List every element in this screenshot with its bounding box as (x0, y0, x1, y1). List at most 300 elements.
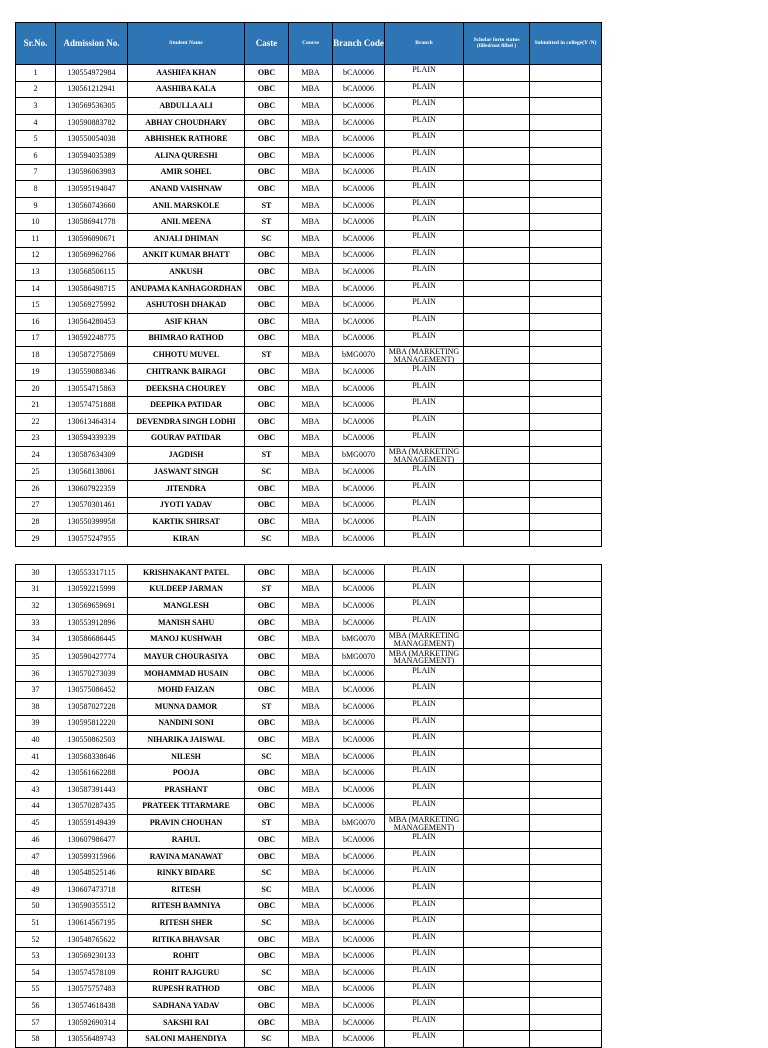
student-name-cell: KULDEEP JARMAN (128, 581, 245, 598)
admission-no-cell: 130561212941 (56, 81, 128, 98)
course-cell: MBA (289, 948, 333, 965)
table-row (16, 397, 602, 414)
table-row (16, 665, 602, 682)
table-row (16, 882, 602, 899)
student-name-cell: SAKSHI RAI (128, 1014, 245, 1031)
submitted-cell (530, 98, 602, 115)
sr-no-cell: 42 (16, 765, 56, 782)
admission-no-cell: 130554715863 (56, 380, 128, 397)
branch-cell: PLAIN (385, 565, 464, 582)
admission-no-cell: 130564280453 (56, 313, 128, 330)
branch-code-cell: bCA0006 (333, 715, 385, 732)
scholar-status-cell (464, 698, 530, 715)
branch-cell: PLAIN (385, 481, 464, 498)
student-name-cell: ABHISHEK RATHORE (128, 131, 245, 148)
branch-cell: PLAIN (385, 297, 464, 314)
scholar-status-cell (464, 682, 530, 699)
submitted-cell (530, 214, 602, 231)
branch-code-cell: bCA0006 (333, 1014, 385, 1031)
admission-no-cell: 130614567195 (56, 915, 128, 932)
submitted-cell (530, 748, 602, 765)
branch-code-cell: bCA0006 (333, 230, 385, 247)
branch-code-cell: bCA0006 (333, 414, 385, 431)
caste-cell: SC (245, 965, 289, 982)
caste-cell: OBC (245, 832, 289, 849)
submitted-cell (530, 565, 602, 582)
student-name-cell: CHHOTU MUVEL (128, 347, 245, 364)
caste-cell: ST (245, 347, 289, 364)
branch-code-cell: bCA0006 (333, 665, 385, 682)
sr-no-cell: 2 (16, 81, 56, 98)
branch-code-cell: bCA0006 (333, 981, 385, 998)
course-cell: MBA (289, 230, 333, 247)
caste-cell: OBC (245, 397, 289, 414)
student-name-cell: RITESH (128, 882, 245, 899)
caste-cell: OBC (245, 781, 289, 798)
branch-code-cell: bCA0006 (333, 882, 385, 899)
student-name-cell: JASWANT SINGH (128, 464, 245, 481)
branch-code-cell: bCA0006 (333, 698, 385, 715)
branch-cell: PLAIN (385, 981, 464, 998)
header-scholar-status: Scholar form status (filled/not filled ) (464, 23, 530, 65)
table-row (16, 280, 602, 297)
admission-no-cell: 130587391443 (56, 781, 128, 798)
submitted-cell (530, 430, 602, 447)
sr-no-cell: 20 (16, 380, 56, 397)
student-name-cell: ANAND VAISHNAW (128, 181, 245, 198)
branch-code-cell: bCA0006 (333, 81, 385, 98)
sr-no-cell: 1 (16, 65, 56, 82)
table-row (16, 347, 602, 364)
scholar-status-cell (464, 665, 530, 682)
branch-code-cell: bCA0006 (333, 965, 385, 982)
sr-no-cell: 43 (16, 781, 56, 798)
scholar-status-cell (464, 313, 530, 330)
student-name-cell: ANKUSH (128, 264, 245, 281)
submitted-cell (530, 665, 602, 682)
student-name-cell: ANUPAMA KANHAGORDHAN (128, 280, 245, 297)
branch-cell: PLAIN (385, 247, 464, 264)
sr-no-cell: 51 (16, 915, 56, 932)
course-cell: MBA (289, 631, 333, 648)
sr-no-cell: 45 (16, 815, 56, 832)
branch-cell: PLAIN (385, 781, 464, 798)
caste-cell: OBC (245, 65, 289, 82)
table-row (16, 781, 602, 798)
branch-code-cell: bMG0070 (333, 815, 385, 832)
course-cell: MBA (289, 665, 333, 682)
sr-no-cell: 15 (16, 297, 56, 314)
branch-code-cell: bCA0006 (333, 765, 385, 782)
branch-code-cell: bCA0006 (333, 948, 385, 965)
branch-code-cell: bMG0070 (333, 447, 385, 464)
student-table-1 (15, 22, 602, 547)
sr-no-cell: 13 (16, 264, 56, 281)
submitted-cell (530, 732, 602, 749)
caste-cell: OBC (245, 280, 289, 297)
student-name-cell: KIRAN (128, 530, 245, 547)
caste-cell: OBC (245, 1014, 289, 1031)
table-row (16, 682, 602, 699)
table-row (16, 131, 602, 148)
scholar-status-cell (464, 981, 530, 998)
admission-no-cell: 130590883782 (56, 114, 128, 131)
branch-code-cell: bCA0006 (333, 565, 385, 582)
branch-cell: MBA (MARKETING MANAGEMENT) (385, 347, 464, 364)
admission-no-cell: 130554972984 (56, 65, 128, 82)
admission-no-cell: 130553317115 (56, 565, 128, 582)
branch-cell: PLAIN (385, 598, 464, 615)
table-row (16, 998, 602, 1015)
caste-cell: OBC (245, 380, 289, 397)
branch-cell: PLAIN (385, 98, 464, 115)
caste-cell: OBC (245, 313, 289, 330)
table-row (16, 798, 602, 815)
scholar-status-cell (464, 815, 530, 832)
scholar-status-cell (464, 931, 530, 948)
branch-code-cell: bCA0006 (333, 848, 385, 865)
branch-code-cell: bCA0006 (333, 181, 385, 198)
submitted-cell (530, 1014, 602, 1031)
sr-no-cell: 7 (16, 164, 56, 181)
sr-no-cell: 50 (16, 898, 56, 915)
table-row (16, 313, 602, 330)
table-row (16, 230, 602, 247)
course-cell: MBA (289, 1014, 333, 1031)
submitted-cell (530, 848, 602, 865)
branch-code-cell: bCA0006 (333, 297, 385, 314)
branch-code-cell: bCA0006 (333, 197, 385, 214)
sr-no-cell: 48 (16, 865, 56, 882)
table-row (16, 931, 602, 948)
sr-no-cell: 36 (16, 665, 56, 682)
course-cell: MBA (289, 781, 333, 798)
scholar-status-cell (464, 1014, 530, 1031)
scholar-status-cell (464, 998, 530, 1015)
caste-cell: OBC (245, 598, 289, 615)
caste-cell: OBC (245, 114, 289, 131)
branch-code-cell: bCA0006 (333, 581, 385, 598)
branch-cell: PLAIN (385, 948, 464, 965)
course-cell: MBA (289, 280, 333, 297)
sr-no-cell: 37 (16, 682, 56, 699)
scholar-status-cell (464, 497, 530, 514)
caste-cell: OBC (245, 565, 289, 582)
branch-cell: PLAIN (385, 65, 464, 82)
submitted-cell (530, 414, 602, 431)
caste-cell: OBC (245, 430, 289, 447)
sr-no-cell: 32 (16, 598, 56, 615)
admission-no-cell: 130550399958 (56, 514, 128, 531)
scholar-status-cell (464, 364, 530, 381)
branch-code-cell: bCA0006 (333, 898, 385, 915)
sr-no-cell: 19 (16, 364, 56, 381)
course-cell: MBA (289, 865, 333, 882)
branch-code-cell: bCA0006 (333, 98, 385, 115)
submitted-cell (530, 530, 602, 547)
admission-no-cell: 130595194047 (56, 181, 128, 198)
sr-no-cell: 4 (16, 114, 56, 131)
caste-cell: OBC (245, 81, 289, 98)
student-name-cell: ROHIT RAJGURU (128, 965, 245, 982)
student-name-cell: BHIMRAO RATHOD (128, 330, 245, 347)
admission-no-cell: 130574578109 (56, 965, 128, 982)
course-cell: MBA (289, 898, 333, 915)
caste-cell: OBC (245, 998, 289, 1015)
branch-code-cell: bMG0070 (333, 347, 385, 364)
student-name-cell: MAYUR CHOURASIYA (128, 648, 245, 665)
submitted-cell (530, 65, 602, 82)
caste-cell: OBC (245, 948, 289, 965)
sr-no-cell: 18 (16, 347, 56, 364)
admission-no-cell: 130550862503 (56, 732, 128, 749)
submitted-cell (530, 614, 602, 631)
course-cell: MBA (289, 530, 333, 547)
submitted-cell (530, 898, 602, 915)
sr-no-cell: 53 (16, 948, 56, 965)
student-table-2 (15, 564, 602, 1048)
header-admission-no: Admission No. (56, 23, 128, 65)
course-cell: MBA (289, 614, 333, 631)
branch-cell: PLAIN (385, 230, 464, 247)
sr-no-cell: 14 (16, 280, 56, 297)
scholar-status-cell (464, 848, 530, 865)
table-row (16, 181, 602, 198)
submitted-cell (530, 297, 602, 314)
branch-code-cell: bCA0006 (333, 598, 385, 615)
course-cell: MBA (289, 464, 333, 481)
student-name-cell: JAGDISH (128, 447, 245, 464)
branch-cell: PLAIN (385, 397, 464, 414)
branch-cell: PLAIN (385, 665, 464, 682)
scholar-status-cell (464, 481, 530, 498)
student-name-cell: RINKY BIDARE (128, 865, 245, 882)
course-cell: MBA (289, 565, 333, 582)
scholar-status-cell (464, 1031, 530, 1048)
scholar-status-cell (464, 98, 530, 115)
course-cell: MBA (289, 848, 333, 865)
submitted-cell (530, 698, 602, 715)
scholar-status-cell (464, 330, 530, 347)
admission-no-cell: 130587027228 (56, 698, 128, 715)
branch-cell: PLAIN (385, 313, 464, 330)
scholar-status-cell (464, 430, 530, 447)
student-name-cell: RITESH SHER (128, 915, 245, 932)
branch-cell: PLAIN (385, 798, 464, 815)
branch-code-cell: bCA0006 (333, 147, 385, 164)
course-cell: MBA (289, 832, 333, 849)
caste-cell: SC (245, 464, 289, 481)
submitted-cell (530, 164, 602, 181)
course-cell: MBA (289, 598, 333, 615)
course-cell: MBA (289, 1031, 333, 1048)
submitted-cell (530, 464, 602, 481)
student-name-cell: JYOTI YADAV (128, 497, 245, 514)
branch-cell: PLAIN (385, 364, 464, 381)
table-row (16, 915, 602, 932)
table-row (16, 815, 602, 832)
caste-cell: ST (245, 815, 289, 832)
admission-no-cell: 130586498715 (56, 280, 128, 297)
table-row (16, 1031, 602, 1048)
scholar-status-cell (464, 965, 530, 982)
branch-code-cell: bCA0006 (333, 1031, 385, 1048)
caste-cell: OBC (245, 414, 289, 431)
branch-cell: PLAIN (385, 280, 464, 297)
admission-no-cell: 130570301461 (56, 497, 128, 514)
branch-code-cell: bMG0070 (333, 648, 385, 665)
branch-code-cell: bCA0006 (333, 614, 385, 631)
course-cell: MBA (289, 414, 333, 431)
student-name-cell: RITIKA BHAVSAR (128, 931, 245, 948)
student-name-cell: MOHAMMAD HUSAIN (128, 665, 245, 682)
table-row (16, 297, 602, 314)
submitted-cell (530, 1031, 602, 1048)
submitted-cell (530, 581, 602, 598)
caste-cell: SC (245, 230, 289, 247)
caste-cell: SC (245, 1031, 289, 1048)
student-name-cell: JITENDRA (128, 481, 245, 498)
caste-cell: OBC (245, 631, 289, 648)
submitted-cell (530, 781, 602, 798)
student-name-cell: PRATEEK TITARMARE (128, 798, 245, 815)
admission-no-cell: 130599315966 (56, 848, 128, 865)
student-name-cell: SADHANA YADAV (128, 998, 245, 1015)
student-name-cell: ASHUTOSH DHAKAD (128, 297, 245, 314)
branch-code-cell: bCA0006 (333, 530, 385, 547)
course-cell: MBA (289, 131, 333, 148)
table-row (16, 648, 602, 665)
table-row (16, 598, 602, 615)
sr-no-cell: 39 (16, 715, 56, 732)
admission-no-cell: 130607986477 (56, 832, 128, 849)
table-row (16, 330, 602, 347)
scholar-status-cell (464, 164, 530, 181)
caste-cell: OBC (245, 164, 289, 181)
table-row (16, 164, 602, 181)
branch-code-cell: bCA0006 (333, 247, 385, 264)
course-cell: MBA (289, 181, 333, 198)
branch-code-cell: bCA0006 (333, 682, 385, 699)
branch-cell: PLAIN (385, 264, 464, 281)
course-cell: MBA (289, 648, 333, 665)
header-row (16, 23, 602, 65)
submitted-cell (530, 915, 602, 932)
submitted-cell (530, 648, 602, 665)
sr-no-cell: 38 (16, 698, 56, 715)
branch-cell: PLAIN (385, 197, 464, 214)
submitted-cell (530, 313, 602, 330)
submitted-cell (530, 181, 602, 198)
course-cell: MBA (289, 364, 333, 381)
course-cell: MBA (289, 164, 333, 181)
student-name-cell: AASHIBA KALA (128, 81, 245, 98)
branch-cell: PLAIN (385, 614, 464, 631)
table-row (16, 380, 602, 397)
table-body-2 (16, 565, 602, 1048)
admission-no-cell: 130592248775 (56, 330, 128, 347)
scholar-status-cell (464, 81, 530, 98)
header-course: Course (289, 23, 333, 65)
course-cell: MBA (289, 715, 333, 732)
submitted-cell (530, 364, 602, 381)
scholar-status-cell (464, 114, 530, 131)
sr-no-cell: 57 (16, 1014, 56, 1031)
student-name-cell: MANGLESH (128, 598, 245, 615)
caste-cell: OBC (245, 131, 289, 148)
branch-cell: PLAIN (385, 497, 464, 514)
branch-code-cell: bCA0006 (333, 214, 385, 231)
branch-cell: MBA (MARKETING MANAGEMENT) (385, 815, 464, 832)
branch-code-cell: bCA0006 (333, 464, 385, 481)
scholar-status-cell (464, 214, 530, 231)
submitted-cell (530, 230, 602, 247)
sr-no-cell: 49 (16, 882, 56, 899)
course-cell: MBA (289, 882, 333, 899)
sr-no-cell: 44 (16, 798, 56, 815)
admission-no-cell: 130569230133 (56, 948, 128, 965)
scholar-status-cell (464, 798, 530, 815)
table-row (16, 698, 602, 715)
sr-no-cell: 29 (16, 530, 56, 547)
scholar-status-cell (464, 832, 530, 849)
caste-cell: OBC (245, 715, 289, 732)
course-cell: MBA (289, 765, 333, 782)
branch-code-cell: bCA0006 (333, 280, 385, 297)
branch-cell: PLAIN (385, 131, 464, 148)
branch-cell: PLAIN (385, 214, 464, 231)
course-cell: MBA (289, 481, 333, 498)
admission-no-cell: 130607473718 (56, 882, 128, 899)
header-submitted: Submitted in college(Y /N) (530, 23, 602, 65)
branch-code-cell: bCA0006 (333, 865, 385, 882)
table-row (16, 832, 602, 849)
table-body-1 (16, 65, 602, 547)
sr-no-cell: 31 (16, 581, 56, 598)
scholar-status-cell (464, 915, 530, 932)
submitted-cell (530, 264, 602, 281)
scholar-status-cell (464, 598, 530, 615)
scholar-status-cell (464, 297, 530, 314)
student-name-cell: POOJA (128, 765, 245, 782)
submitted-cell (530, 514, 602, 531)
admission-no-cell: 130550054038 (56, 131, 128, 148)
branch-code-cell: bCA0006 (333, 397, 385, 414)
caste-cell: SC (245, 915, 289, 932)
table-row (16, 430, 602, 447)
sr-no-cell: 8 (16, 181, 56, 198)
branch-code-cell: bCA0006 (333, 931, 385, 948)
scholar-status-cell (464, 715, 530, 732)
submitted-cell (530, 81, 602, 98)
caste-cell: OBC (245, 481, 289, 498)
branch-cell: PLAIN (385, 530, 464, 547)
course-cell: MBA (289, 247, 333, 264)
branch-code-cell: bCA0006 (333, 114, 385, 131)
caste-cell: ST (245, 197, 289, 214)
student-name-cell: KARTIK SHIRSAT (128, 514, 245, 531)
branch-cell: PLAIN (385, 330, 464, 347)
sr-no-cell: 55 (16, 981, 56, 998)
submitted-cell (530, 882, 602, 899)
branch-code-cell: bCA0006 (333, 998, 385, 1015)
admission-no-cell: 130559088346 (56, 364, 128, 381)
course-cell: MBA (289, 81, 333, 98)
course-cell: MBA (289, 682, 333, 699)
branch-code-cell: bCA0006 (333, 497, 385, 514)
branch-cell: PLAIN (385, 748, 464, 765)
course-cell: MBA (289, 965, 333, 982)
